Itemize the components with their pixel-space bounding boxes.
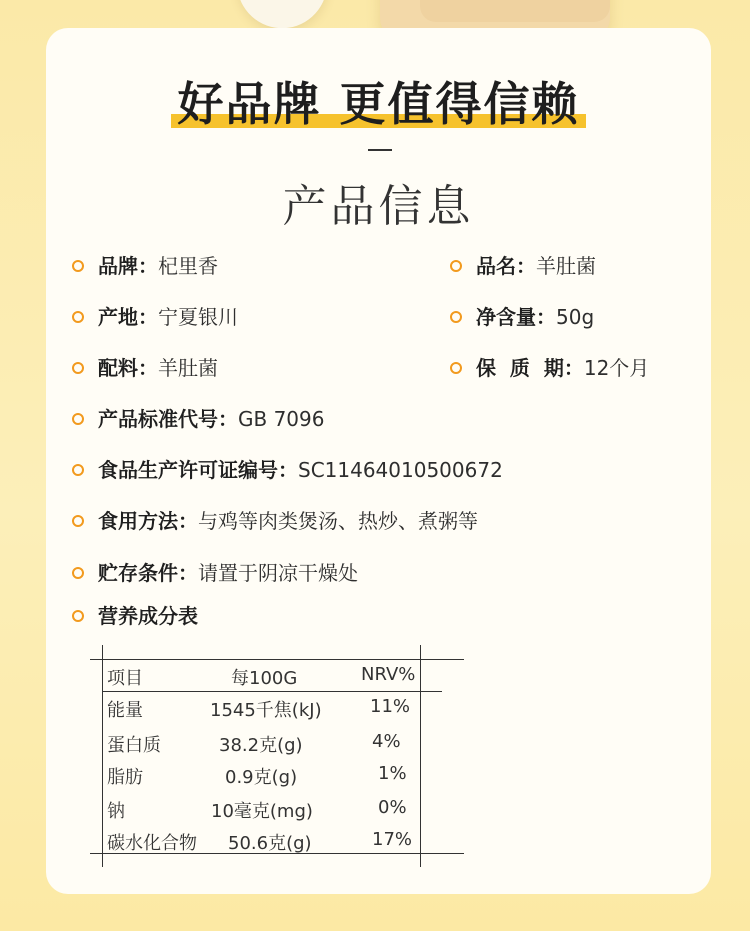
field-value: 与鸡等肉类煲汤、热炒、煮粥等 bbox=[198, 509, 478, 533]
table-cell: 0% bbox=[378, 797, 407, 818]
field-value: 12个月 bbox=[583, 356, 650, 380]
field-label: 保 质 期： bbox=[476, 356, 584, 380]
field-label: 品牌： bbox=[98, 254, 158, 278]
table-cell: 38.2克(g) bbox=[219, 735, 303, 756]
field-license bbox=[72, 456, 503, 484]
field-label: 贮存条件： bbox=[98, 561, 198, 585]
table-cell: 能量 bbox=[107, 700, 143, 721]
field-value: 杞里香 bbox=[158, 254, 218, 278]
table-cell: 脂肪 bbox=[107, 767, 143, 788]
field-brand bbox=[72, 252, 218, 280]
table-header-per100g: 每100G bbox=[231, 668, 298, 689]
section-title: 产品信息 bbox=[282, 181, 475, 232]
field-label: 食品生产许可证编号： bbox=[98, 458, 298, 482]
field-usage bbox=[72, 507, 478, 535]
circle-bullet-icon bbox=[450, 362, 462, 374]
table-cell: 0.9克(g) bbox=[225, 767, 298, 788]
field-label: 营养成分表 bbox=[98, 604, 198, 628]
circle-bullet-icon bbox=[72, 311, 84, 323]
headline-text: 好品牌 更值得信赖 bbox=[177, 77, 580, 131]
field-label: 产品标准代号： bbox=[98, 407, 238, 431]
headline bbox=[171, 76, 585, 132]
table-cell: 1% bbox=[378, 763, 407, 784]
circle-bullet-icon bbox=[450, 311, 462, 323]
title-divider bbox=[368, 149, 392, 151]
table-cell: 11% bbox=[370, 696, 411, 717]
circle-bullet-icon bbox=[72, 464, 84, 476]
table-cell: 10毫克(mg) bbox=[211, 801, 313, 822]
table-border-right bbox=[420, 645, 421, 867]
headline-wrap bbox=[46, 76, 711, 132]
table-cell: 50.6克(g) bbox=[228, 833, 312, 854]
table-cell: 1545千焦(kJ) bbox=[210, 700, 322, 721]
field-label: 配料： bbox=[98, 356, 158, 380]
circle-bullet-icon bbox=[72, 413, 84, 425]
field-value: 羊肚菌 bbox=[536, 254, 596, 278]
field-value: 请置于阴凉干燥处 bbox=[198, 561, 358, 585]
field-storage bbox=[72, 559, 358, 587]
board-inner-decoration bbox=[420, 0, 610, 22]
table-cell: 碳水化合物 bbox=[107, 833, 197, 854]
field-standard-code bbox=[72, 405, 324, 433]
field-value: GB 7096 bbox=[238, 407, 325, 431]
info-card bbox=[46, 28, 711, 894]
field-name bbox=[450, 252, 596, 280]
table-header-nrv: NRV% bbox=[361, 664, 416, 685]
circle-bullet-icon bbox=[72, 260, 84, 272]
circle-bullet-icon bbox=[72, 362, 84, 374]
circle-bullet-icon bbox=[72, 610, 84, 622]
field-label: 品名： bbox=[476, 254, 536, 278]
field-value: 50g bbox=[556, 305, 595, 329]
table-cell: 蛋白质 bbox=[107, 735, 161, 756]
table-cell: 17% bbox=[372, 829, 413, 850]
field-label: 产地： bbox=[98, 305, 158, 329]
field-net-weight bbox=[450, 303, 594, 331]
field-ingredients bbox=[72, 354, 218, 382]
field-value: 羊肚菌 bbox=[158, 356, 218, 380]
table-cell: 4% bbox=[372, 731, 401, 752]
circle-bullet-icon bbox=[72, 567, 84, 579]
field-value: 宁夏银川 bbox=[158, 305, 238, 329]
circle-bullet-icon bbox=[72, 515, 84, 527]
field-value: SC11464010500672 bbox=[298, 458, 503, 482]
table-border-left bbox=[102, 645, 103, 867]
field-shelf-life bbox=[450, 354, 649, 382]
table-cell: 钠 bbox=[107, 801, 125, 822]
nutrition-table bbox=[102, 645, 442, 867]
circle-bullet-icon bbox=[450, 260, 462, 272]
field-origin bbox=[72, 303, 238, 331]
field-label: 食用方法： bbox=[98, 509, 198, 533]
field-label: 净含量： bbox=[476, 305, 556, 329]
table-border-top bbox=[90, 659, 464, 660]
table-header-item: 项目 bbox=[107, 668, 143, 689]
field-nutrition bbox=[72, 602, 198, 630]
table-header-divider bbox=[102, 691, 442, 692]
